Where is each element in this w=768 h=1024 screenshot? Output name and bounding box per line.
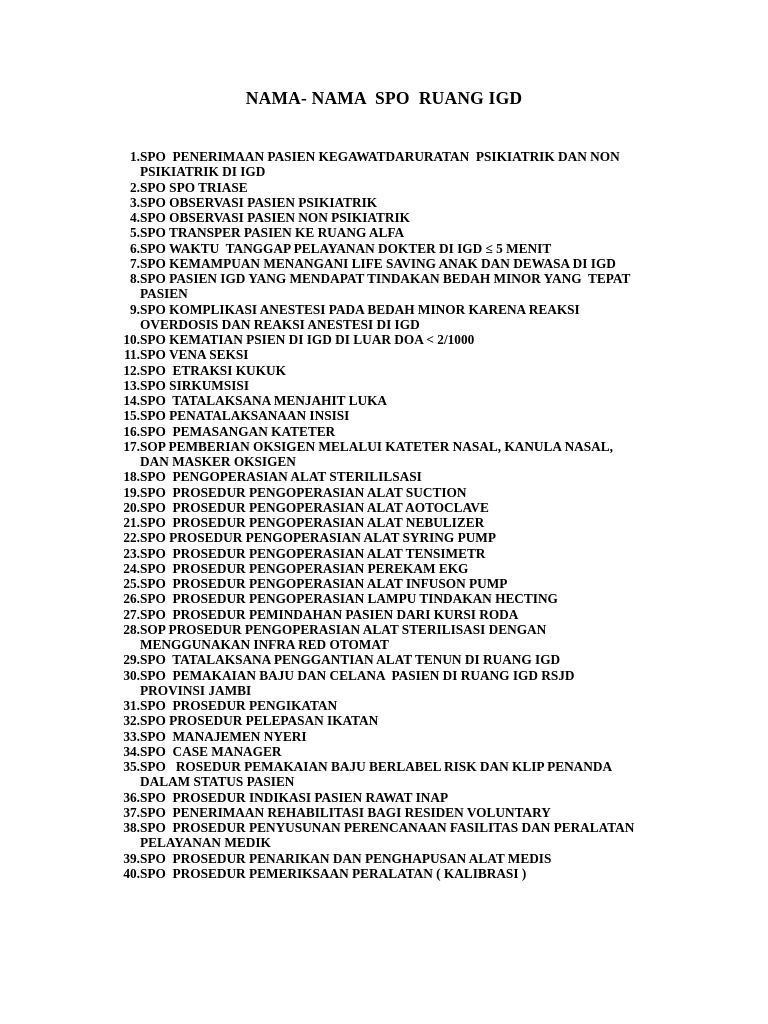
list-item-number [104, 591, 140, 606]
list-item [104, 576, 684, 591]
list-item-number-text: 3. [130, 194, 140, 210]
list-item-line: SPO TRANSPER PASIEN KE RUANG ALFA [140, 225, 405, 241]
list-item-line: SPO ROSEDUR PEMAKAIAN BAJU BERLABEL RISK DAN KLIP PENANDA [140, 759, 613, 774]
list-item-text [140, 652, 684, 667]
list-item-number [104, 439, 140, 454]
list-item-line: SPO PROSEDUR PENGOPERASIAN ALAT SYRING PUMP [140, 530, 496, 546]
list-item [104, 332, 684, 347]
list-item-text [140, 210, 684, 225]
list-item-number [104, 408, 140, 423]
list-item-line: SPO PEMAKAIAN BAJU DAN CELANA PASIEN DI RUANG IGD RSJD [140, 667, 575, 683]
list-item-text [140, 439, 684, 470]
list-item-text [140, 622, 684, 653]
list-item-number [104, 866, 140, 881]
list-item-number [104, 713, 140, 728]
list-item-line: PROVINSI JAMBI [140, 682, 252, 698]
list-item-number [104, 851, 140, 866]
list-item-number-text: 11. [124, 347, 140, 363]
list-item [104, 485, 684, 500]
list-item-number-text: 7. [130, 255, 140, 271]
list-item-text [140, 851, 684, 866]
list-item-number-text: 29. [123, 652, 140, 668]
list-item [104, 500, 684, 515]
list-item-number [104, 363, 140, 378]
list-item [104, 408, 684, 423]
list-item-line: SPO PROSEDUR PEMINDAHAN PASIEN DARI KURSI RODA [140, 606, 519, 622]
list-item-number-text: 5. [130, 225, 140, 241]
list-item-number [104, 668, 140, 683]
list-item-number-text: 37. [123, 804, 140, 820]
list-item-number [104, 241, 140, 256]
list-item-text [140, 729, 684, 744]
list-item-line: SPO PROSEDUR PENGIKATAN [140, 698, 338, 713]
list-item [104, 515, 684, 530]
list-item-line: SPO PENATALAKSANAAN INSISI [140, 408, 350, 424]
list-item-number-text: 30. [123, 667, 140, 683]
list-item-line: PASIEN [140, 286, 188, 302]
list-item-text [140, 790, 684, 805]
list-item [104, 652, 684, 667]
list-item-text [140, 820, 684, 851]
list-item-text [140, 866, 684, 881]
list-item-number [104, 149, 140, 164]
list-item-text [140, 195, 684, 210]
list-item [104, 820, 684, 851]
list-item-number-text: 31. [123, 698, 140, 713]
list-item-number [104, 546, 140, 561]
list-item-line: SPO OBSERVASI PASIEN NON PSIKIATRIK [140, 210, 410, 225]
list-item-line: SOP PROSEDUR PENGOPERASIAN ALAT STERILISASI DENGAN [140, 621, 547, 637]
list-item-line: SPO VENA SEKSI [140, 347, 249, 363]
list-item-number-text: 40. [123, 865, 140, 881]
list-item-line: SPO CASE MANAGER [140, 743, 282, 759]
list-item-number [104, 393, 140, 408]
list-item-line: SPO PROSEDUR PELEPASAN IKATAN [140, 713, 379, 729]
list-item-number [104, 302, 140, 317]
list-item-line: SPO TATALAKSANA MENJAHIT LUKA [140, 393, 388, 408]
list-item-number [104, 347, 140, 362]
list-item-number [104, 530, 140, 545]
list-item-line: PELAYANAN MEDIK [140, 835, 271, 851]
list-item-number-text: 28. [123, 621, 140, 637]
list-item-number-text: 35. [123, 759, 140, 774]
list-item-text [140, 347, 684, 362]
list-item [104, 790, 684, 805]
list-item [104, 439, 684, 470]
list-item-line: SPO PENGOPERASIAN ALAT STERILILSASI [140, 469, 422, 485]
list-item-number [104, 652, 140, 667]
list-item-line: SPO PROSEDUR PENGOPERASIAN PEREKAM EKG [140, 560, 469, 576]
list-item-line: SPO PROSEDUR PENGOPERASIAN ALAT TENSIMETR [140, 545, 486, 561]
list-item-number-text: 19. [123, 484, 140, 500]
list-item-number-text: 36. [123, 789, 140, 805]
list-item-number [104, 790, 140, 805]
list-item-number [104, 622, 140, 637]
list-item-line: SPO PROSEDUR PENGOPERASIAN ALAT AOTOCLAVE [140, 499, 489, 515]
list-item-line: SPO PROSEDUR PENYUSUNAN PERENCANAAN FASILITAS DAN PERALATAN [140, 820, 635, 835]
list-item-number-text: 27. [123, 606, 140, 622]
list-item [104, 591, 684, 606]
list-item [104, 744, 684, 759]
list-item [104, 210, 684, 225]
list-item-line: SPO TATALAKSANA PENGGANTIAN ALAT TENUN DI RUANG IGD [140, 652, 561, 668]
list-item [104, 622, 684, 653]
list-item-number [104, 576, 140, 591]
list-item-number-text: 18. [123, 469, 140, 485]
list-item-line: SPO SIRKUMSISI [140, 377, 249, 393]
list-item [104, 561, 684, 576]
list-item-number-text: 4. [130, 210, 140, 225]
list-item-number [104, 561, 140, 576]
list-item [104, 851, 684, 866]
list-item-number-text: 15. [123, 408, 140, 424]
list-item-line: SPO MANAJEMEN NYERI [140, 728, 307, 744]
list-item [104, 195, 684, 210]
list-item-text [140, 485, 684, 500]
list-item-number-text: 13. [123, 377, 140, 393]
list-item-text [140, 713, 684, 728]
list-item [104, 225, 684, 240]
list-item-number [104, 332, 140, 347]
list-item-number-text: 32. [123, 713, 140, 729]
list-item-number [104, 271, 140, 286]
list-item-number [104, 210, 140, 225]
list-item-number [104, 500, 140, 515]
list-item-number [104, 469, 140, 484]
list-item [104, 271, 684, 302]
list-item-number-text: 10. [123, 332, 140, 347]
list-item-line: SPO PROSEDUR PENGOPERASIAN ALAT INFUSON PUMP [140, 576, 508, 591]
list-item [104, 866, 684, 881]
list-item-number [104, 256, 140, 271]
list-item-number-text: 12. [123, 362, 140, 378]
list-item-number [104, 805, 140, 820]
list-item [104, 393, 684, 408]
list-item [104, 805, 684, 820]
list-item-line: SPO PROSEDUR PENGOPERASIAN ALAT SUCTION [140, 484, 467, 500]
list-item-line: SPO PROSEDUR INDIKASI PASIEN RAWAT INAP [140, 789, 449, 805]
list-item-line: SPO PENERIMAAN PASIEN KEGAWATDARURATAN PSIKIATRIK DAN NON [140, 149, 620, 164]
list-item-line: SPO WAKTU TANGGAP PELAYANAN DOKTER DI IGD ≤ 5 MENIT [140, 240, 552, 256]
list-item-number [104, 378, 140, 393]
list-item-number-text: 6. [130, 240, 140, 256]
list-item-text [140, 744, 684, 759]
list-item [104, 256, 684, 271]
list-item-text [140, 515, 684, 530]
list-item-number-text: 38. [123, 820, 140, 835]
list-item-text [140, 607, 684, 622]
list-item-text [140, 408, 684, 423]
list-item-number-text: 22. [123, 530, 140, 546]
list-item-line: PSIKIATRIK DI IGD [140, 164, 266, 180]
document-title: NAMA- NAMA SPO RUANG IGD [245, 88, 523, 108]
list-item-number [104, 485, 140, 500]
list-item-text [140, 576, 684, 591]
list-item-line: SPO KEMATIAN PSIEN DI IGD DI LUAR DOA < 2/1000 [140, 332, 475, 347]
list-item-text [140, 668, 684, 699]
list-item-text [140, 805, 684, 820]
list-item [104, 759, 684, 790]
list-item-number [104, 515, 140, 530]
list-item [104, 241, 684, 256]
list-item-text [140, 180, 684, 195]
list-item-line: SPO PENERIMAAN REHABILITASI BAGI RESIDEN VOLUNTARY [140, 804, 551, 820]
list-item-text [140, 332, 684, 347]
list-item-number [104, 759, 140, 774]
list-item [104, 469, 684, 484]
list-item-number [104, 729, 140, 744]
list-item-number-text: 39. [123, 850, 140, 866]
list-item-line: SOP PEMBERIAN OKSIGEN MELALUI KATETER NASAL, KANULA NASAL, [140, 438, 613, 454]
list-item-line: SPO PROSEDUR PENARIKAN DAN PENGHAPUSAN ALAT MEDIS [140, 850, 552, 866]
list-item-number [104, 225, 140, 240]
list-item [104, 546, 684, 561]
list-item-number-text: 20. [123, 499, 140, 515]
list-item [104, 363, 684, 378]
list-item-number-text: 17. [123, 438, 140, 454]
list-item [104, 180, 684, 195]
list-item-line: SPO KOMPLIKASI ANESTESI PADA BEDAH MINOR KARENA REAKSI [140, 301, 580, 317]
list-item-line: DALAM STATUS PASIEN [140, 774, 295, 790]
list-item-text [140, 500, 684, 515]
list-item-number [104, 424, 140, 439]
list-item-text [140, 149, 684, 180]
list-item-line: SPO ETRAKSI KUKUK [140, 362, 286, 378]
list-item-text [140, 271, 684, 302]
list-item-number-text: 14. [123, 393, 140, 408]
list-item-line: SPO PROSEDUR PEMERIKSAAN PERALATAN ( KALIBRASI ) [140, 865, 527, 881]
list-item [104, 378, 684, 393]
list-item [104, 729, 684, 744]
list-item [104, 668, 684, 699]
list-item-number [104, 698, 140, 713]
list-item-line: SPO PROSEDUR PENGOPERASIAN LAMPU TINDAKAN HECTING [140, 591, 558, 607]
list-item [104, 530, 684, 545]
list-item-line: SPO PEMASANGAN KATETER [140, 423, 336, 439]
list-item-number-text: 2. [130, 179, 140, 195]
list-item-text [140, 759, 684, 790]
list-item-text [140, 530, 684, 545]
list-item-number-text: 16. [123, 423, 140, 439]
list-item-number-text: 21. [123, 515, 140, 530]
list-item-text [140, 302, 684, 333]
list-item-number-text: 25. [123, 576, 140, 591]
list-item-text [140, 393, 684, 408]
list-item-text [140, 241, 684, 256]
list-item-text [140, 424, 684, 439]
list-item-number [104, 195, 140, 210]
list-item-line: SPO OBSERVASI PASIEN PSIKIATRIK [140, 194, 378, 210]
list-item-line: SPO PROSEDUR PENGOPERASIAN ALAT NEBULIZER [140, 515, 485, 530]
list-item-text [140, 561, 684, 576]
list-item-line: MENGGUNAKAN INFRA RED OTOMAT [140, 637, 389, 652]
list-item-line: SPO PASIEN IGD YANG MENDAPAT TINDAKAN BEDAH MINOR YANG TEPAT [140, 271, 631, 286]
list-item-line: DAN MASKER OKSIGEN [140, 454, 296, 469]
list-item-number-text: 34. [123, 743, 140, 759]
list-item [104, 698, 684, 713]
list-item-number-text: 23. [123, 545, 140, 561]
list-item-number-text: 1. [130, 149, 140, 164]
list-item [104, 149, 684, 180]
list-item-text [140, 469, 684, 484]
list-item-number [104, 607, 140, 622]
list-item [104, 713, 684, 728]
list-item-number [104, 744, 140, 759]
list-item-number-text: 9. [130, 301, 140, 317]
list-item-number [104, 180, 140, 195]
list-item-number-text: 24. [123, 560, 140, 576]
list-item-text [140, 698, 684, 713]
list-item-number [104, 820, 140, 835]
list-item-line: OVERDOSIS DAN REAKSI ANESTESI DI IGD [140, 316, 420, 332]
list-item [104, 607, 684, 622]
list-item-text [140, 591, 684, 606]
list-item [104, 347, 684, 362]
list-item-line: SPO KEMAMPUAN MENANGANI LIFE SAVING ANAK DAN DEWASA DI IGD [140, 255, 616, 271]
list-item-line: SPO SPO TRIASE [140, 179, 248, 195]
list-item-text [140, 225, 684, 240]
list-item-number-text: 33. [123, 728, 140, 744]
list-item-number-text: 8. [130, 271, 140, 286]
list-item [104, 302, 684, 333]
list-item-text [140, 546, 684, 561]
list-item-number-text: 26. [123, 591, 140, 607]
list-item-text [140, 363, 684, 378]
list-item [104, 424, 684, 439]
list-item-text [140, 378, 684, 393]
list-item-text [140, 256, 684, 271]
spo-list [104, 149, 684, 881]
